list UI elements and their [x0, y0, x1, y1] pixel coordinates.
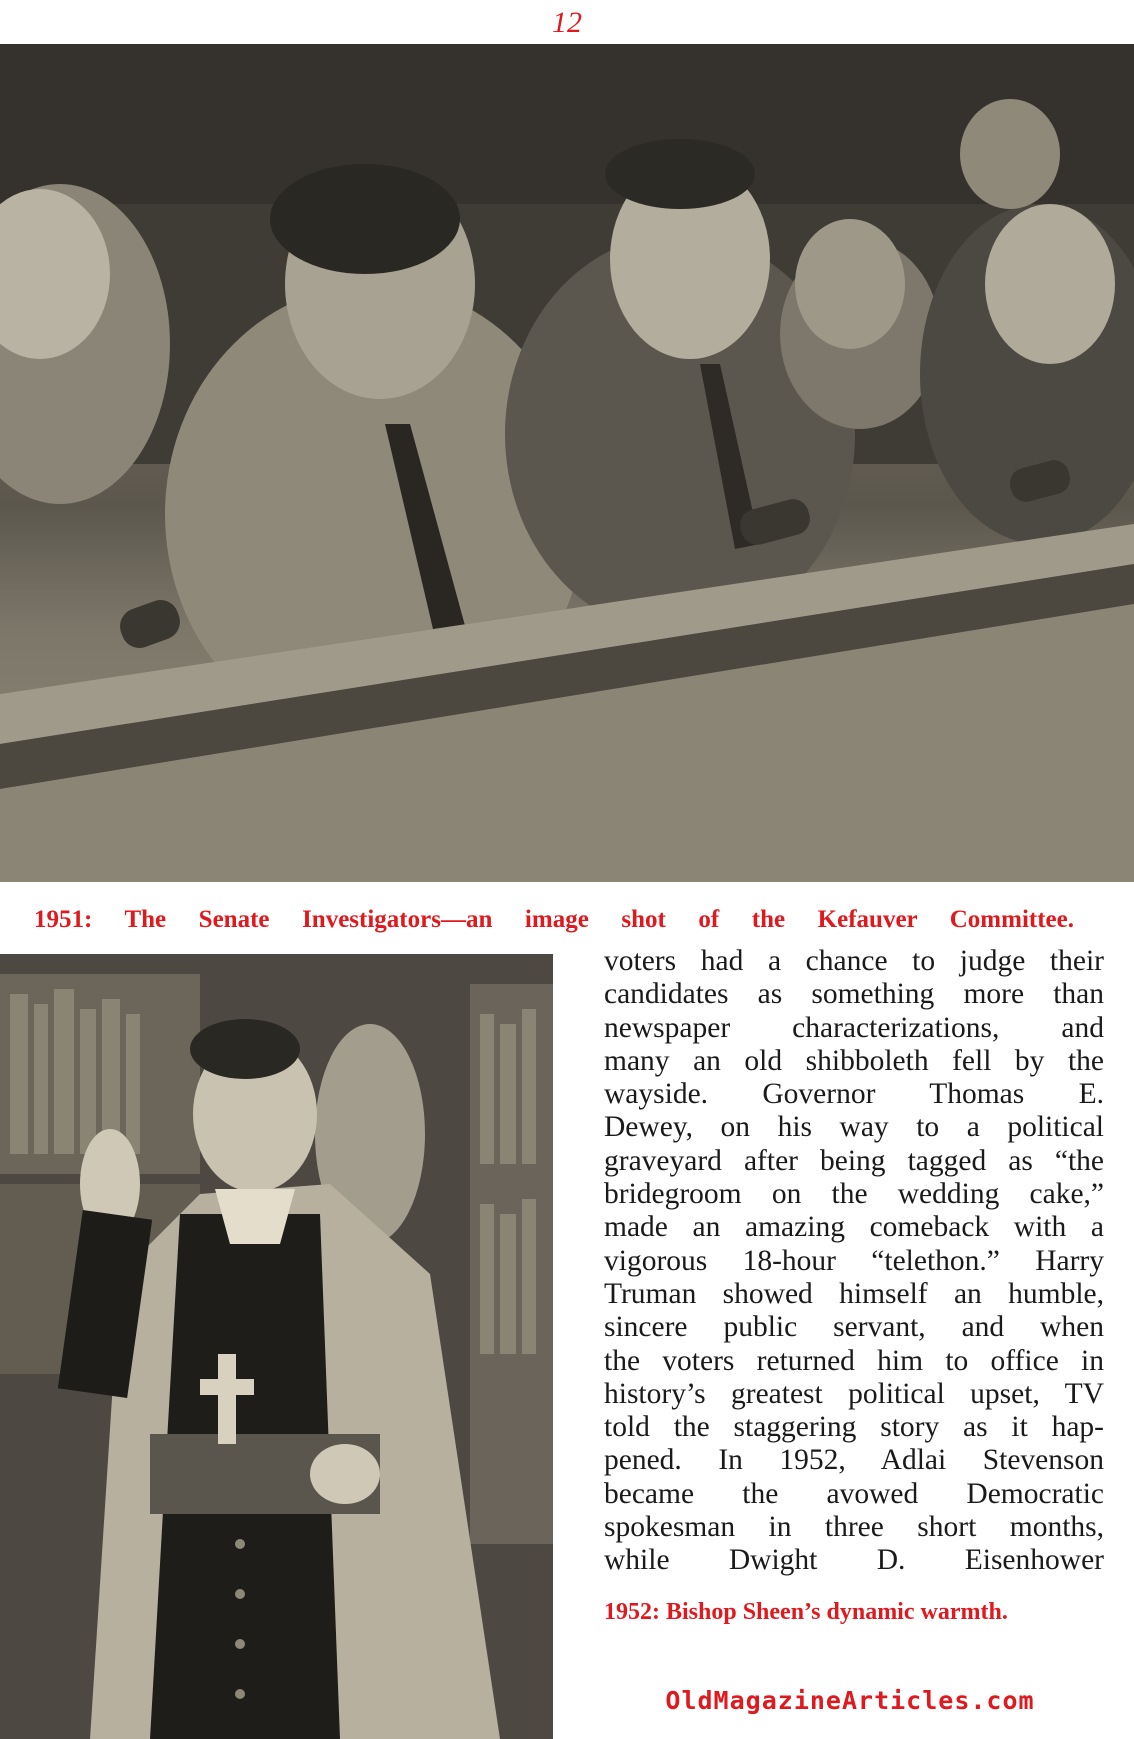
- body-line: bridegroom on the wedding cake,”: [604, 1178, 1104, 1211]
- body-line: while Dwight D. Eisenhower: [604, 1544, 1104, 1577]
- body-line: candidates as something more than: [604, 978, 1104, 1011]
- body-line: spokesman in three short months,: [604, 1511, 1104, 1544]
- body-line: the voters returned him to office in: [604, 1344, 1104, 1377]
- body-line: made an amazing comeback with a: [604, 1211, 1104, 1244]
- bottom-photo-caption: 1952: Bishop Sheen’s dynamic warmth.: [604, 1599, 1008, 1625]
- body-line: Truman showed himself an humble,: [604, 1277, 1104, 1310]
- body-line: wayside. Governor Thomas E.: [604, 1078, 1104, 1111]
- body-line: newspaper characterizations, and: [604, 1011, 1104, 1044]
- body-line: sincere public servant, and when: [604, 1311, 1104, 1344]
- senate-committee-photo: [0, 44, 1134, 882]
- site-watermark: OldMagazineArticles.com: [665, 1686, 1035, 1715]
- page-number: 12: [552, 6, 582, 39]
- bishop-sheen-photo: [0, 954, 553, 1739]
- body-line: Dewey, on his way to a political: [604, 1111, 1104, 1144]
- body-line: pened. In 1952, Adlai Stevenson: [604, 1444, 1104, 1477]
- body-line: told the staggering story as it hap-: [604, 1411, 1104, 1444]
- article-body: [604, 945, 1104, 1578]
- body-line: many an old shibboleth fell by the: [604, 1044, 1104, 1077]
- body-line: graveyard after being tagged as “the: [604, 1144, 1104, 1177]
- body-line: became the avowed Democratic: [604, 1477, 1104, 1510]
- body-line: history’s greatest political upset, TV: [604, 1377, 1104, 1410]
- top-photo-caption: 1951: The Senate Investigators—an image shot of the Kefauver Committee.: [34, 906, 1074, 933]
- body-line: vigorous 18-hour “telethon.” Harry: [604, 1244, 1104, 1277]
- body-line: voters had a chance to judge their: [604, 945, 1104, 977]
